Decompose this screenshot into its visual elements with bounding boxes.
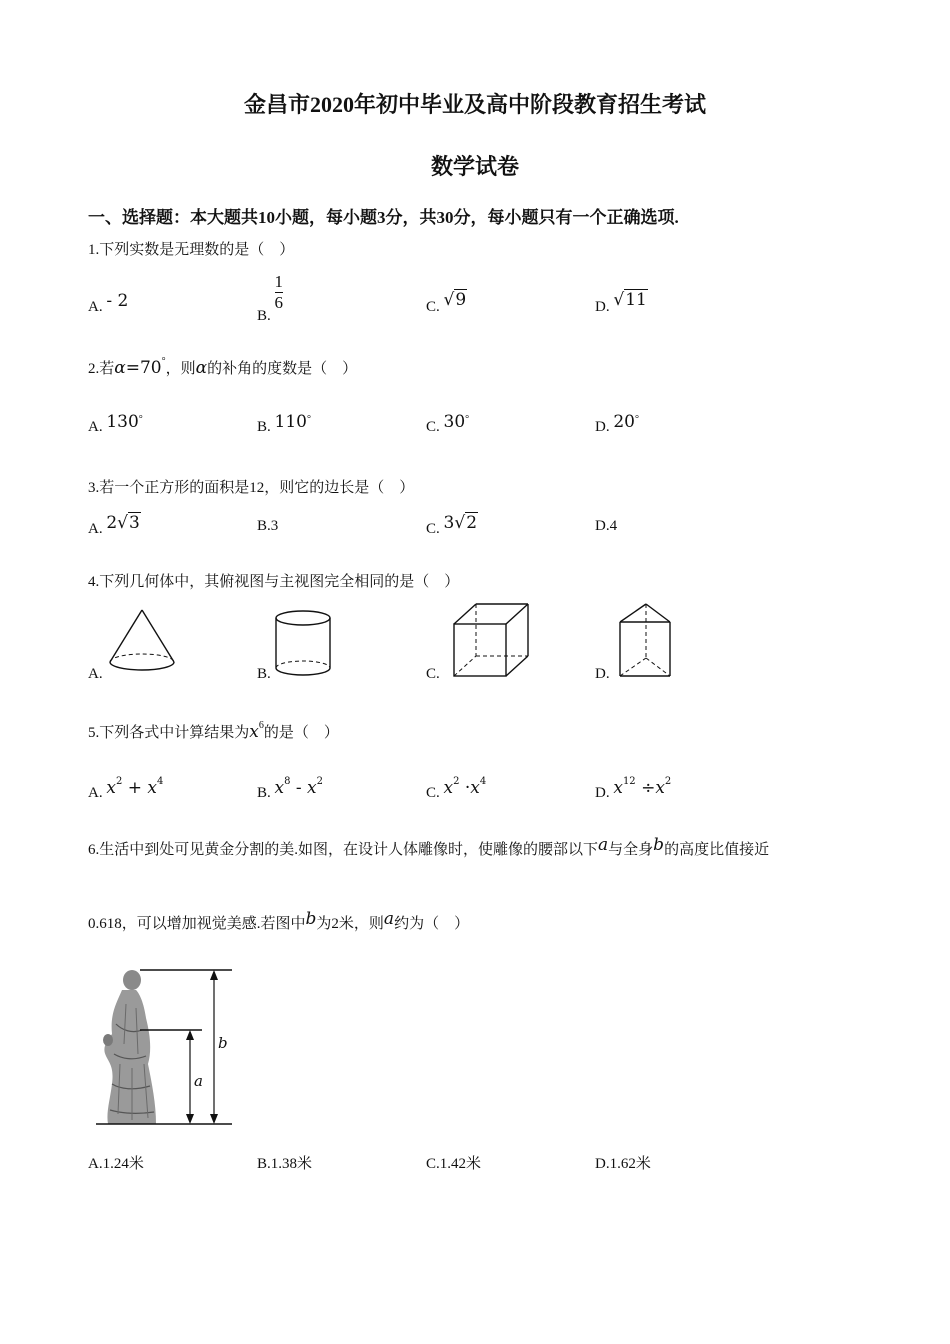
q2-option-d[interactable]: D. 20° <box>595 412 639 435</box>
q3-option-d[interactable]: D.4 <box>595 518 618 534</box>
q3-option-b[interactable]: B.3 <box>257 518 279 534</box>
q1-a-value: - 2 <box>106 291 129 311</box>
q1-option-b[interactable]: B. $\frac{1}{6}$ <box>257 272 284 324</box>
question-6-stem-line2: 0.618，可以增加视觉美感.若图中b为2米，则a约为（ ） <box>88 909 470 932</box>
q1-b-fraction: $\frac{1}{6}$ <box>274 272 284 312</box>
figure-label-a: a <box>194 1072 203 1090</box>
q1-d-sqrt: √11 <box>613 290 647 310</box>
q1-option-a[interactable]: A. - 2 <box>88 291 129 315</box>
q4-option-b-label[interactable]: B. <box>257 666 271 682</box>
q5-option-b[interactable]: B. $x^8 - x^2$ <box>257 776 324 801</box>
question-1-stem: 1.下列实数是无理数的是（ ） <box>88 242 295 258</box>
q4-option-d-label[interactable]: D. <box>595 666 610 682</box>
q6-option-a[interactable]: A.1.24米 <box>88 1156 144 1172</box>
q4-option-a-label[interactable]: A. <box>88 666 103 682</box>
q3-c-sqrt: √2 <box>454 513 478 533</box>
question-6-stem-line1: 6.生活中到处可见黄金分割的美.如图，在设计人体雕像时，使雕像的腰部以下a与全身b的高度比值接近 <box>88 835 770 858</box>
q5-option-c[interactable]: C. $x^2 \cdot x^4$ <box>426 776 487 801</box>
q5-option-a[interactable]: A. $x^2 + x^4$ <box>88 776 164 801</box>
alpha-symbol: α <box>114 358 126 378</box>
question-4-stem: 4.下列几何体中，其俯视图与主视图完全相同的是（ ） <box>88 574 460 590</box>
q2-option-a[interactable]: A. 130° <box>88 412 143 435</box>
question-2-stem: 2.若α=70°，则α的补角的度数是（ ） <box>88 356 358 378</box>
exam-subtitle: 数学试卷 <box>430 154 519 179</box>
q5-option-d[interactable]: D. $x^{12} \div x^2$ <box>595 776 672 801</box>
cone-figure <box>104 606 184 682</box>
q1-c-sqrt: √9 <box>443 290 467 310</box>
q4-option-c-label[interactable]: C. <box>426 666 440 682</box>
q2-option-c[interactable]: C. 30° <box>426 412 470 435</box>
q6-option-b[interactable]: B.1.38米 <box>257 1156 313 1172</box>
statue-diagram <box>96 964 246 1130</box>
q6-option-d[interactable]: D.1.62米 <box>595 1156 651 1172</box>
q1-option-d[interactable]: D. √11 <box>595 290 647 315</box>
question-3-stem: 3.若一个正方形的面积是12，则它的边长是（ ） <box>88 480 415 496</box>
q3-a-sqrt: √3 <box>117 513 140 533</box>
q3-option-a[interactable]: A. 2√3 <box>88 513 140 537</box>
q2-option-b[interactable]: B. 110° <box>257 412 311 435</box>
figure-label-b: b <box>218 1034 228 1052</box>
section-heading: 一、选择题：本大题共10小题，每小题3分，共30分，每小题只有一个正确选项. <box>88 208 679 227</box>
triangular-prism-figure <box>616 600 676 680</box>
question-5-stem: 5.下列各式中计算结果为$x^6$的是（ ） <box>88 720 339 742</box>
q1-option-c[interactable]: C. √9 <box>426 290 467 315</box>
q3-option-c[interactable]: C. 3√2 <box>426 513 478 537</box>
cube-figure <box>450 600 530 680</box>
q6-option-c[interactable]: C.1.42米 <box>426 1156 482 1172</box>
cylinder-figure <box>272 606 334 682</box>
exam-title: 金昌市2020年初中毕业及高中阶段教育招生考试 <box>243 92 706 117</box>
